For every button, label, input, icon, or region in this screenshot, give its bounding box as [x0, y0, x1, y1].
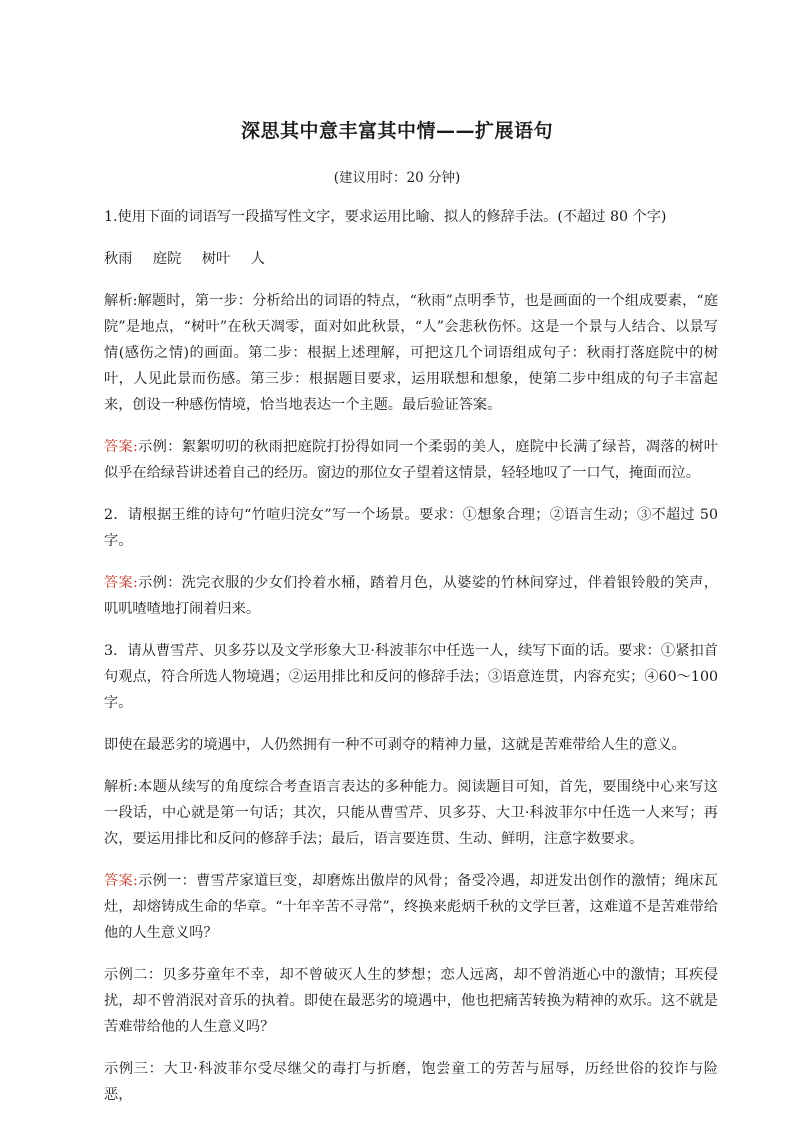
question-1-answer	[104, 434, 718, 486]
analysis-text: 本题从续写的角度综合考查语言表达的多种能力。阅读题目可知，首先，要围绕中心来写这一段话，中心就是第一句话；其次，只能从曹雪芹、贝多芬、大卫·科波菲尔中任选一人来写；再次，要运用排比和反问的修辞手法；最后，语言要连贯、生动、鲜明，注意字数要求。	[104, 779, 718, 847]
question-3-answer	[104, 868, 718, 946]
word-3: 树叶	[201, 251, 231, 267]
answer-label: 答案:	[104, 873, 138, 889]
answer-label: 答案:	[104, 575, 138, 591]
word-4: 人	[250, 251, 265, 267]
analysis-label: 解析:	[104, 293, 138, 309]
word-1: 秋雨	[104, 251, 133, 267]
question-1-words	[104, 246, 718, 272]
answer-text: 示例：洗完衣服的少女们拎着水桶，踏着月色，从婆娑的竹林间穿过，伴着银铃般的笑声，叽叽喳喳地打闹着归来。	[104, 575, 718, 617]
analysis-text: 解题时，第一步：分析给出的词语的特点，“秋雨”点明季节，也是画面的一个组成要素，“庭院”是地点，“树叶”在秋天凋零，面对如此秋景，“人”会悲秋伤怀。这是一个景与人结合、以景写情(感伤之情)的画面。第二步：根据上述理解，可把这几个词语组成句子：秋雨打落庭院中的树叶，人见此景而伤感。第三步：根据题目要求，运用联想和想象，使第二步中组成的句子丰富起来，创设一种感伤情境，恰当地表达一个主题。最后验证答案。	[104, 293, 719, 413]
question-3-prompt: 即使在最恶劣的境遇中，人仍然拥有一种不可剥夺的精神力量，这就是苦难带给人生的意义。	[104, 737, 686, 753]
page-subtitle: (建议用时：20 分钟)	[333, 170, 461, 186]
document-body	[104, 204, 718, 1124]
question-2: 2．请根据王维的诗句“竹喧归浣女”写一个场景。要求：①想象合理；②语言生动；③不超过 50字。	[104, 507, 718, 549]
question-3-example-3: 示例三：大卫·科波菲尔受尽继父的毒打与折磨，饱尝童工的劳苦与屈辱，历经世俗的狡诈与险恶，	[104, 1061, 718, 1103]
question-1-analysis	[104, 288, 718, 418]
answer-text: 示例一：曹雪芹家道巨变，却磨炼出傲岸的风骨；备受冷遇，却迸发出创作的激情；绳床瓦灶，却熔铸成生命的华章。“十年辛苦不寻常”，终换来彪炳千秋的文学巨著，这难道不是苦难带给他的人生意义吗？	[104, 873, 718, 941]
word-2: 庭院	[152, 251, 182, 267]
page-title: 深思其中意丰富其中情——扩展语句	[240, 120, 553, 142]
question-3: 3．请从曹雪芹、贝多芬以及文学形象大卫·科波菲尔中任选一人，续写下面的话。要求：①紧扣首句观点，符合所选人物境遇；②运用排比和反问的修辞手法；③语意连贯，内容充实；④60～100字。	[104, 643, 718, 711]
question-3-example-2: 示例二：贝多芬童年不幸，却不曾破灭人生的梦想；恋人远离，却不曾消逝心中的激情；耳疾侵扰，却不曾消泯对音乐的执着。即使在最恶劣的境遇中，他也把痛苦转换为精神的欢乐。这不就是苦难带给他的人生意义吗？	[104, 967, 718, 1035]
answer-label: 答案:	[104, 439, 138, 455]
analysis-label: 解析:	[104, 779, 138, 795]
question-3-analysis	[104, 774, 718, 852]
question-2-answer	[104, 570, 718, 622]
question-1: 1.使用下面的词语写一段描写性文字，要求运用比喻、拟人的修辞手法。(不超过 80 个字)	[104, 209, 667, 225]
answer-text: 示例：絮絮叨叨的秋雨把庭院打扮得如同一个柔弱的美人，庭院中长满了绿苔，凋落的树叶似乎在给绿苔讲述着自己的经历。窗边的那位女子望着这情景，轻轻地叹了一口气，掩面而泣。	[104, 439, 718, 481]
